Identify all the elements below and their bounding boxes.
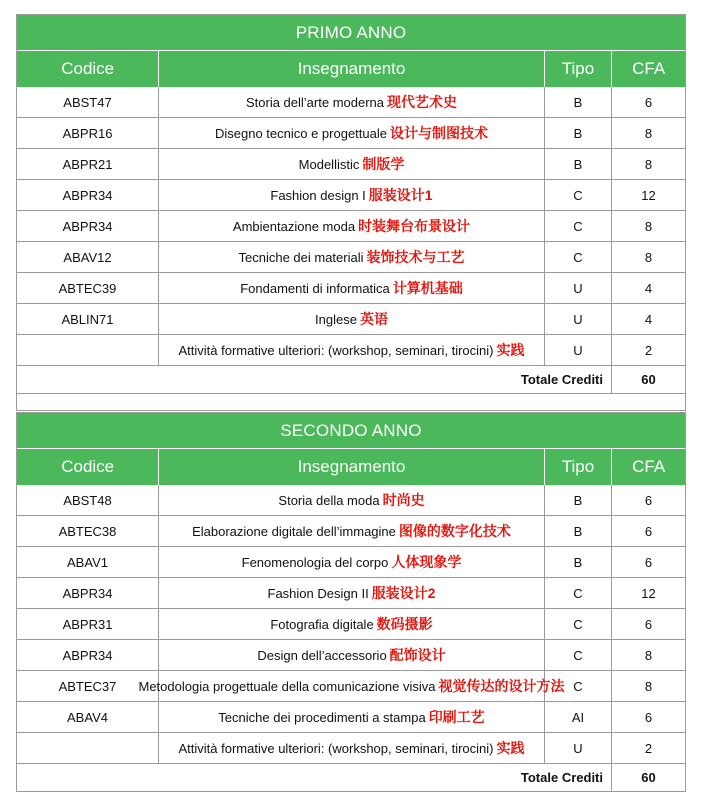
cell-insegnamento [159,304,545,334]
cell-tipo: U [545,335,612,365]
cell-insegnamento [159,640,545,670]
cell-insegnamento [159,211,545,241]
cell-codice: ABPR34 [17,640,159,670]
table-row [17,547,685,578]
cell-insegnamento [159,485,545,515]
cell-codice: ABST48 [17,485,159,515]
cell-insegnamento [159,702,545,732]
table-body [17,87,685,366]
cell-tipo: C [545,242,612,272]
cell-cfa: 2 [644,740,653,756]
cell-codice: ABTEC37 [17,671,159,701]
table-row [17,211,685,242]
cell-codice: ABST47 [17,87,159,117]
course-name-cn: 视觉传达的设计方法 [438,678,565,694]
table-header [17,50,685,87]
table-row [17,733,685,764]
section-spacer [16,381,686,411]
course-name-cn: 装饰技术与工艺 [366,249,465,265]
cell-tipo: C [545,671,612,701]
cell-codice: ABPR34 [17,180,159,210]
course-name-it: Storia della moda [278,492,380,508]
cell-tipo: U [545,304,612,334]
course-name-cn: 时装舞台布景设计 [358,218,471,234]
cell-codice: ABPR34 [17,578,159,608]
course-name-cn: 数码摄影 [376,616,433,632]
cell-tipo: B [545,118,612,148]
table-row [17,149,685,180]
cell-cfa: 8 [644,125,653,141]
course-name-it: Design dell’accessorio [257,647,387,663]
header-codice: Codice [17,51,159,87]
cell-insegnamento [159,578,545,608]
cell-cfa: 2 [644,342,653,358]
cell-insegnamento [159,609,545,639]
cell-cfa: 8 [644,647,653,663]
course-name-it: Fondamenti di informatica [240,280,390,296]
cell-tipo: B [545,485,612,515]
table-row [17,180,685,211]
header-insegnamento: Insegnamento [159,449,544,485]
course-name-cn: 时尚史 [382,492,425,508]
cell-cfa: 8 [644,218,653,234]
cell-insegnamento [159,87,545,117]
cell-tipo: AI [545,702,612,732]
course-name-cn: 印刷工艺 [428,709,485,725]
cell-cfa: 8 [644,156,653,172]
cell-tipo: B [545,516,612,546]
course-name-it: Fotografia digitale [270,616,374,632]
cell-codice: ABTEC38 [17,516,159,546]
total-row [17,764,685,792]
cell-tipo: B [545,547,612,577]
secondo-anno-table [16,412,686,792]
table-row [17,335,685,366]
cell-codice: ABTEC39 [17,273,159,303]
year-title: SECONDO ANNO [17,413,685,448]
course-name-cn: 图像的数字化技术 [398,523,511,539]
course-name-it: Attività formative ulteriori: (workshop, seminari, tirocini) [178,740,494,756]
cell-insegnamento [138,671,565,701]
cell-tipo: U [545,733,612,763]
cell-codice: ABPR21 [17,149,159,179]
cell-insegnamento [159,149,545,179]
cell-insegnamento [159,335,545,365]
cell-cfa: 6 [644,523,653,539]
cell-tipo: C [545,578,612,608]
cell-cfa: 12 [641,187,656,203]
course-name-it: Storia dell’arte moderna [245,94,385,110]
cell-cfa: 8 [644,678,653,694]
table-row [17,671,685,702]
course-name-cn: 制版学 [362,156,405,172]
course-name-cn: 英语 [359,311,388,327]
cell-tipo: C [545,180,612,210]
cell-cfa: 6 [644,94,653,110]
table-row [17,640,685,671]
cell-insegnamento [159,180,545,210]
cell-codice [17,335,159,365]
course-name-cn: 配饰设计 [389,647,446,663]
table-row [17,609,685,640]
table-row [17,304,685,335]
header-tipo: Tipo [545,51,613,87]
table-row [17,242,685,273]
course-name-it: Fashion Design II [267,585,369,601]
table-row [17,87,685,118]
course-name-it: Elaborazione digitale dell’immagine [192,523,396,539]
table-row [17,273,685,304]
table-body [17,485,685,764]
cell-codice: ABAV1 [17,547,159,577]
course-name-it: Fashion design I [270,187,366,203]
course-name-cn: 服装设计1 [368,187,433,203]
header-cfa: CFA [632,59,666,78]
total-label: Totale Crediti [17,764,612,791]
cell-tipo: U [545,273,612,303]
header-cfa: CFA [632,457,666,476]
cell-codice [17,733,159,763]
cell-tipo: C [545,640,612,670]
course-name-it: Fenomenologia del corpo [241,554,389,570]
cell-cfa: 4 [644,311,653,327]
cell-tipo: B [545,87,612,117]
course-name-it: Ambientazione moda [232,218,356,234]
cell-tipo: B [545,149,612,179]
cell-cfa: 12 [641,585,656,601]
course-name-it: Tecniche dei materiali [238,249,364,265]
table-row [17,118,685,149]
cell-codice: ABLIN71 [17,304,159,334]
cell-cfa: 6 [644,616,653,632]
course-name-cn: 服装设计2 [371,585,436,601]
total-value: 60 [641,770,656,785]
cell-codice: ABPR31 [17,609,159,639]
cell-tipo: C [545,609,612,639]
cell-insegnamento [159,273,545,303]
table-header [17,448,685,485]
cell-codice: ABPR16 [17,118,159,148]
course-name-it: Inglese [315,311,357,327]
cell-cfa: 8 [644,249,653,265]
cell-codice: ABPR34 [17,211,159,241]
cell-insegnamento [159,733,545,763]
cell-codice: ABAV4 [17,702,159,732]
header-codice: Codice [17,449,159,485]
course-name-cn: 实践 [496,740,525,756]
course-name-cn: 实践 [496,342,525,358]
cell-insegnamento [159,118,545,148]
table-row [17,578,685,609]
table-row [17,516,685,547]
header-insegnamento: Insegnamento [159,51,544,87]
course-name-it: Modellistic [298,156,360,172]
table-row [17,485,685,516]
cell-cfa: 6 [644,709,653,725]
cell-cfa: 6 [644,554,653,570]
primo-anno-table [16,14,686,394]
cell-codice: ABAV12 [17,242,159,272]
course-name-cn: 计算机基础 [392,280,463,296]
cell-insegnamento [159,242,545,272]
cell-insegnamento [159,516,545,546]
course-name-cn: 人体现象学 [391,554,462,570]
course-name-it: Metodologia progettuale della comunicazione visiva [138,678,436,694]
course-name-it: Attività formative ulteriori: (workshop, seminari, tirocini) [178,342,494,358]
header-tipo: Tipo [545,449,613,485]
total-label: Totale Crediti [17,366,612,393]
course-name-it: Disegno tecnico e progettuale [214,125,387,141]
cell-insegnamento [159,547,545,577]
year-title: PRIMO ANNO [17,15,685,50]
cell-cfa: 4 [644,280,653,296]
cell-tipo: C [545,211,612,241]
course-name-cn: 现代艺术史 [387,94,458,110]
cell-cfa: 6 [644,492,653,508]
total-value: 60 [641,372,656,387]
course-name-it: Tecniche dei procedimenti a stampa [218,709,426,725]
table-row [17,702,685,733]
course-name-cn: 设计与制图技术 [390,125,488,141]
